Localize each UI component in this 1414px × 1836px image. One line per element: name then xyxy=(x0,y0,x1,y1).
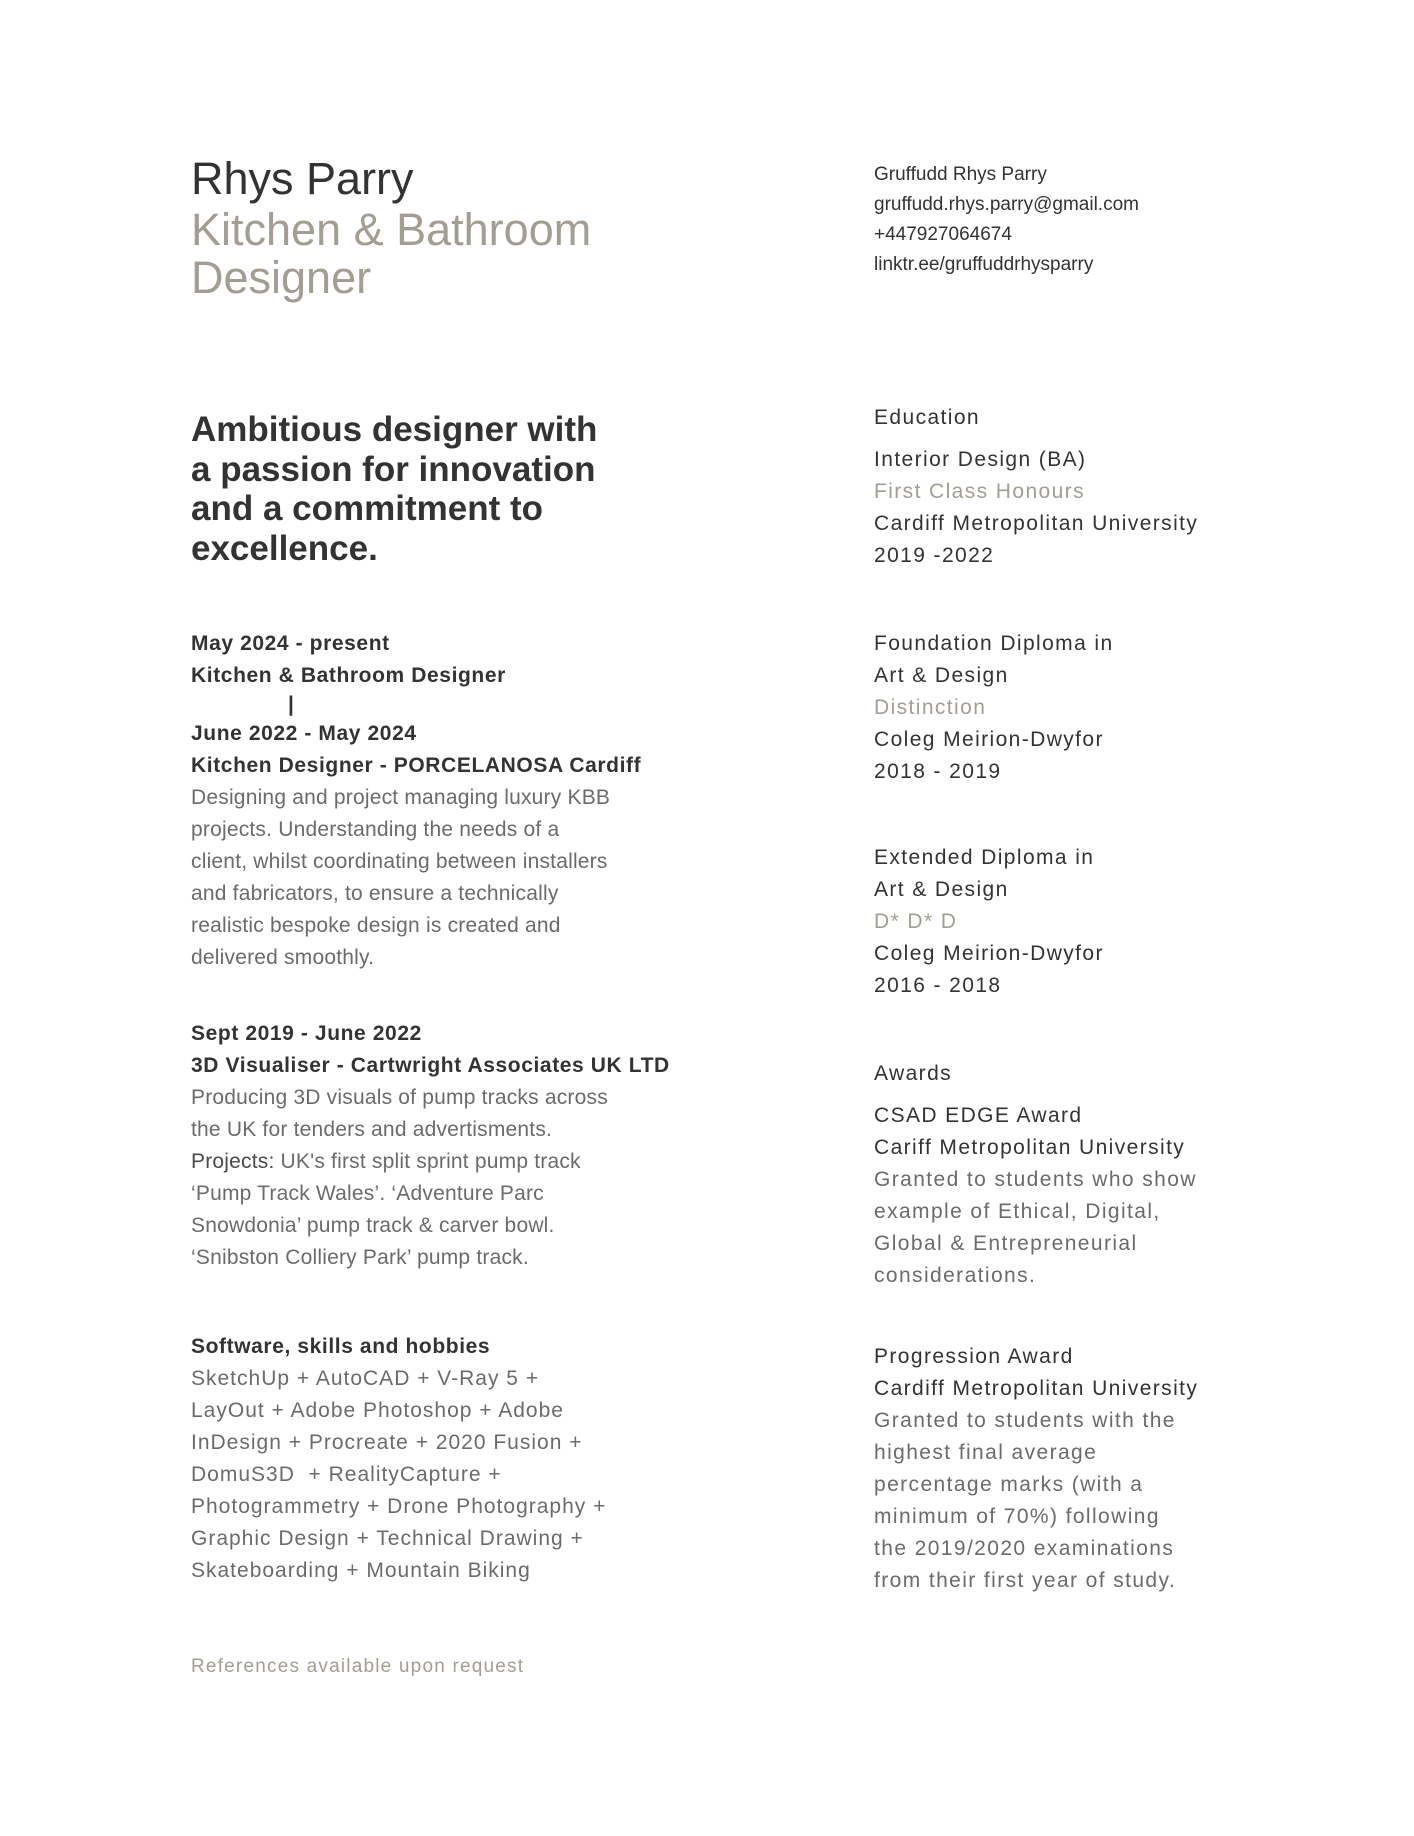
job-description-line: the UK for tenders and advertisments. xyxy=(191,1118,553,1141)
contact-email[interactable]: gruffudd.rhys.parry@gmail.com xyxy=(874,194,1139,215)
job-date: May 2024 - present xyxy=(191,632,390,655)
job-description-line: Producing 3D visuals of pump tracks across xyxy=(191,1086,608,1109)
education-years: 2018 - 2019 xyxy=(874,760,1002,783)
education-grade: Distinction xyxy=(874,696,987,719)
award-description-line: Global & Entrepreneurial xyxy=(874,1232,1138,1255)
award-description-line: the 2019/2020 examinations xyxy=(874,1537,1175,1560)
award-description-line: highest final average xyxy=(874,1441,1098,1464)
award-description xyxy=(874,1164,1274,1292)
skills-line: Photogrammetry + Drone Photography + xyxy=(191,1495,607,1518)
job-description-line: ‘Snibston Colliery Park’ pump track. xyxy=(191,1246,529,1269)
job-description-line: Designing and project managing luxury KBB xyxy=(191,786,611,809)
education-title: Interior Design (BA) xyxy=(874,448,1087,471)
section-heading: Awards xyxy=(874,1062,953,1085)
skills-heading: Software, skills and hobbies xyxy=(191,1335,491,1358)
education-years: 2019 -2022 xyxy=(874,544,995,567)
education-heading xyxy=(874,402,1274,434)
education-school: Coleg Meirion-Dwyfor xyxy=(874,728,1104,751)
job-description-line: projects. Understanding the needs of a xyxy=(191,818,560,841)
education-years: 2016 - 2018 xyxy=(874,974,1002,997)
job-date: June 2022 - May 2024 xyxy=(191,722,417,745)
job-date: Sept 2019 - June 2022 xyxy=(191,1022,422,1045)
education-entry xyxy=(874,842,1274,1002)
award-school: Cariff Metropolitan University xyxy=(874,1136,1186,1159)
projects-line xyxy=(191,1146,751,1178)
education-school: Cardiff Metropolitan University xyxy=(874,512,1199,535)
job-title: 3D Visualiser - Cartwright Associates UK LTD xyxy=(191,1054,670,1077)
experience-entry xyxy=(191,628,751,974)
job-title: Kitchen & Bathroom Designer xyxy=(191,664,506,687)
tagline-line: and a commitment to xyxy=(191,489,543,528)
job-description-line: ‘Pump Track Wales’. ‘Adventure Parc xyxy=(191,1182,544,1205)
skills-line: LayOut + Adobe Photoshop + Adobe xyxy=(191,1399,564,1422)
contact-link[interactable]: linktr.ee/gruffuddrhysparry xyxy=(874,254,1094,275)
award-description-line: Granted to students who show xyxy=(874,1168,1197,1191)
job-role xyxy=(191,206,671,302)
education-school: Coleg Meirion-Dwyfor xyxy=(874,942,1104,965)
education-title: Extended Diploma in xyxy=(874,846,1095,869)
education-grade: D* D* D xyxy=(874,910,958,933)
job-description xyxy=(191,1082,751,1274)
award-description-line: Granted to students with the xyxy=(874,1409,1176,1432)
education-title: Art & Design xyxy=(874,878,1009,901)
award-description-line: minimum of 70%) following xyxy=(874,1505,1160,1528)
job-description-line: delivered smoothly. xyxy=(191,946,375,969)
award-title: CSAD EDGE Award xyxy=(874,1104,1083,1127)
education-entry xyxy=(874,628,1274,788)
award-entry xyxy=(874,1341,1274,1597)
education-grade: First Class Honours xyxy=(874,480,1085,503)
job-description xyxy=(191,782,751,974)
experience-entry xyxy=(191,1018,751,1274)
skills-line: Graphic Design + Technical Drawing + xyxy=(191,1527,584,1550)
skills-line: InDesign + Procreate + 2020 Fusion + xyxy=(191,1431,583,1454)
projects-text: UK's first split sprint pump track xyxy=(274,1150,581,1173)
tagline-line: excellence. xyxy=(191,528,378,568)
section-heading: Education xyxy=(874,406,981,429)
contact-full-name: Gruffudd Rhys Parry xyxy=(874,164,1047,185)
award-entry xyxy=(874,1100,1274,1292)
job-title: Kitchen Designer - PORCELANOSA Cardiff xyxy=(191,754,642,777)
skills-line: SketchUp + AutoCAD + V-Ray 5 + xyxy=(191,1367,540,1390)
skills-section xyxy=(191,1331,751,1587)
award-title: Progression Award xyxy=(874,1345,1074,1368)
resume-name: Rhys Parry xyxy=(191,153,414,204)
skills-line: DomuS3D + RealityCapture + xyxy=(191,1463,502,1486)
award-school: Cardiff Metropolitan University xyxy=(874,1377,1199,1400)
contact-block xyxy=(874,160,1139,280)
education-title: Foundation Diploma in xyxy=(874,632,1114,655)
award-description-line: from their first year of study. xyxy=(874,1569,1177,1592)
award-description-line: example of Ethical, Digital, xyxy=(874,1200,1161,1223)
awards-heading xyxy=(874,1058,1274,1090)
job-description-line: Snowdonia’ pump track & carver bowl. xyxy=(191,1214,555,1237)
tagline-line: Ambitious designer with xyxy=(191,410,598,449)
tagline-line: a passion for innovation xyxy=(191,449,596,489)
education-entry xyxy=(874,444,1274,572)
projects-label: Projects: xyxy=(191,1150,275,1173)
job-description-line: and fabricators, to ensure a technically xyxy=(191,882,559,905)
skills-line: Skateboarding + Mountain Biking xyxy=(191,1559,531,1582)
award-description xyxy=(874,1405,1274,1597)
job-role-line: Kitchen & Bathroom xyxy=(191,204,592,255)
skills-list xyxy=(191,1363,751,1587)
job-role-line: Designer xyxy=(191,252,372,303)
award-description-line: considerations. xyxy=(874,1264,1037,1287)
contact-phone[interactable]: +447927064674 xyxy=(874,224,1012,245)
job-description-line: client, whilst coordinating between installers xyxy=(191,850,608,873)
education-title: Art & Design xyxy=(874,664,1009,687)
job-description-line: realistic bespoke design is created and xyxy=(191,914,561,937)
references-note: References available upon request xyxy=(191,1656,525,1677)
job-separator: | xyxy=(288,693,295,716)
tagline xyxy=(191,410,661,568)
award-description-line: percentage marks (with a xyxy=(874,1473,1144,1496)
